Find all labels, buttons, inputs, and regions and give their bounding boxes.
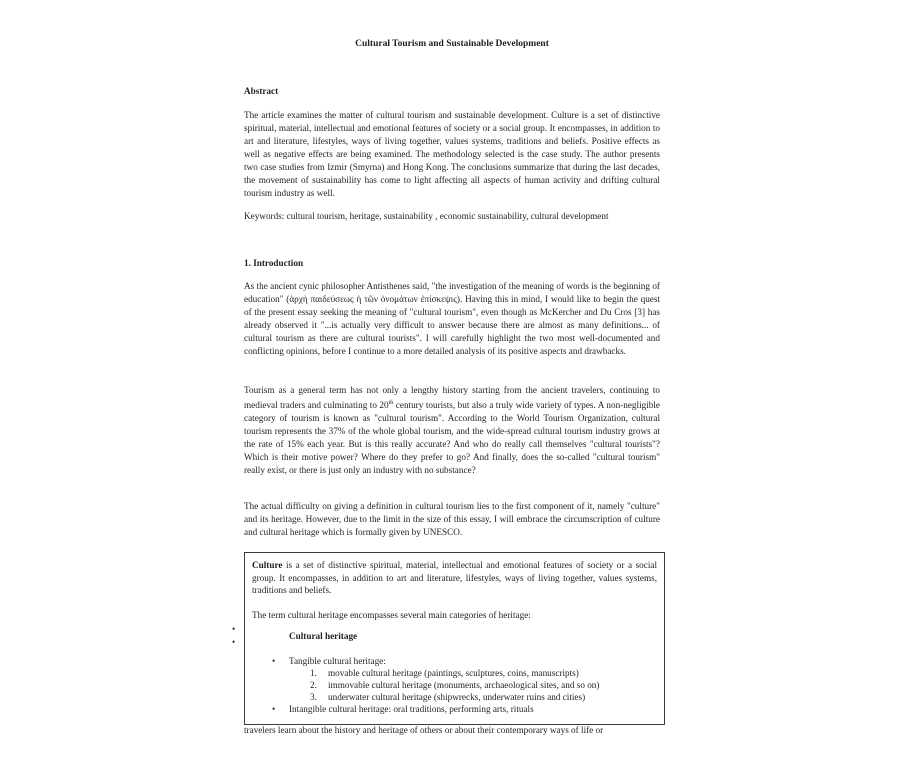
unesco-definition-box: Culture is a set of distinctive spiritual, material, intellectual and emotional features of society or a social group. It encompasses, in addition to art and literature, lifestyles, ways of living together, values systems, traditions and beliefs. The term cultural heritage encompasses several main categories of heritage: Cultural heritage • Tangible cultural heritage: 1. movable cultural heritage (paintings, sculptures, coins, manuscripts) 2. immovable cultural heritage (monuments, archaeological sites, and so on) 3. underwater cultural heritage (shipwrecks, underwater ruins and cities) • Intangible cultural heritage: oral traditions, performing arts, rituals [244, 552, 665, 725]
bullet-icon: • [272, 656, 276, 666]
bullet-icon: • [232, 624, 236, 634]
bullet-icon: • [272, 704, 276, 714]
culture-definition-text: is a set of distinctive spiritual, material, intellectual and emotional features of society or a social group. It encompasses, in addition to art and literature, lifestyles, ways of living together, values systems, traditions and beliefs. [252, 560, 657, 595]
abstract-heading: Abstract [244, 86, 279, 96]
intangible-heading: Intangible cultural heritage: oral traditions, performing arts, rituals [289, 704, 534, 714]
heritage-intro: The term cultural heritage encompasses several main categories of heritage: [252, 609, 531, 620]
document-title: Cultural Tourism and Sustainable Development [355, 39, 549, 49]
introduction-heading: 1. Introduction [244, 258, 304, 268]
superscript-th: th [388, 400, 394, 406]
continuation-text: travelers learn about the history and heritage of others or about their contemporary ways of life or [244, 725, 604, 735]
bullet-icon: • [232, 637, 236, 647]
culture-definition [252, 559, 657, 597]
keywords: Keywords: cultural tourism, heritage, sustainability , economic sustainability, cultural development [244, 211, 609, 221]
intro-paragraph-2 [244, 384, 660, 477]
intro-paragraph-3: The actual difficulty on giving a definition in cultural tourism lies to the first component of it, namely "culture" and its heritage. However, due to the limit in the size of this essay, I will embrace the circumscription of culture and cultural heritage which is formally given by UNESCO. [244, 501, 660, 537]
culture-term: Culture [252, 560, 283, 570]
intro-paragraph-1: As the ancient cynic philosopher Antisthenes said, "the investigation of the meaning of words is the beginning of education" (ἀρχὴ παιδεύσεως ἡ τῶν ὀνομάτων ἐπίσκεψις). Having this in mind, I would like to begin the quest of the present essay seeking the meaning of "cultural tourism", even though as McKercher and Du Cros [3] has already observed it "...is actually very difficult to answer because there are almost as many definitions... of cultural tourism as there are cultural tourists". I will carefully highlight the two most well-documented and conflicting opinions, before I continue to a more detailed analysis of its positive aspects and drawbacks. [244, 281, 660, 356]
abstract-text: The article examines the matter of cultural tourism and sustainable development. Culture is a set of distinctive spiritual, material, intellectual and emotional features of society or a social group. It encompasses, in addition to art and literature, lifestyles, ways of living together, values systems, traditions and beliefs. Positive effects as well as negative effects are being examined. The methodology selected is the case study. The author presents two case studies from Izmir (Smyrna) and Hong Kong. The conclusions summarize that during the last decades, the movement of sustainability has come to light affecting all aspects of human activity and drifting cultural tourism industry as well. [244, 110, 660, 198]
intro-paragraph-2-rest: century tourists, but also a truly wide variety of types. A non-negligible category of tourism is known as "cultural tourism". According to the World Tourism Organization, cultural tourism represents the 37% of the whole global tourism, and the wide-spread cultural tourism industry grows at the rate of 15% each year. But is this really accurate? And who do really call themselves "cultural tourists"? Which is their motive power? Where do they prefer to go? And finally, does the so-called "cultural tourism" really exist, or there is just only an industry with no substance? [244, 400, 660, 476]
intro-paragraph-2-start: Tourism as a general term has not only a lengthy history starting from the ancient travelers, continuing to medieval traders and culminating to 20 [244, 385, 660, 411]
heritage-title: Cultural heritage [289, 631, 358, 641]
tangible-heading: Tangible cultural heritage: [289, 656, 386, 666]
